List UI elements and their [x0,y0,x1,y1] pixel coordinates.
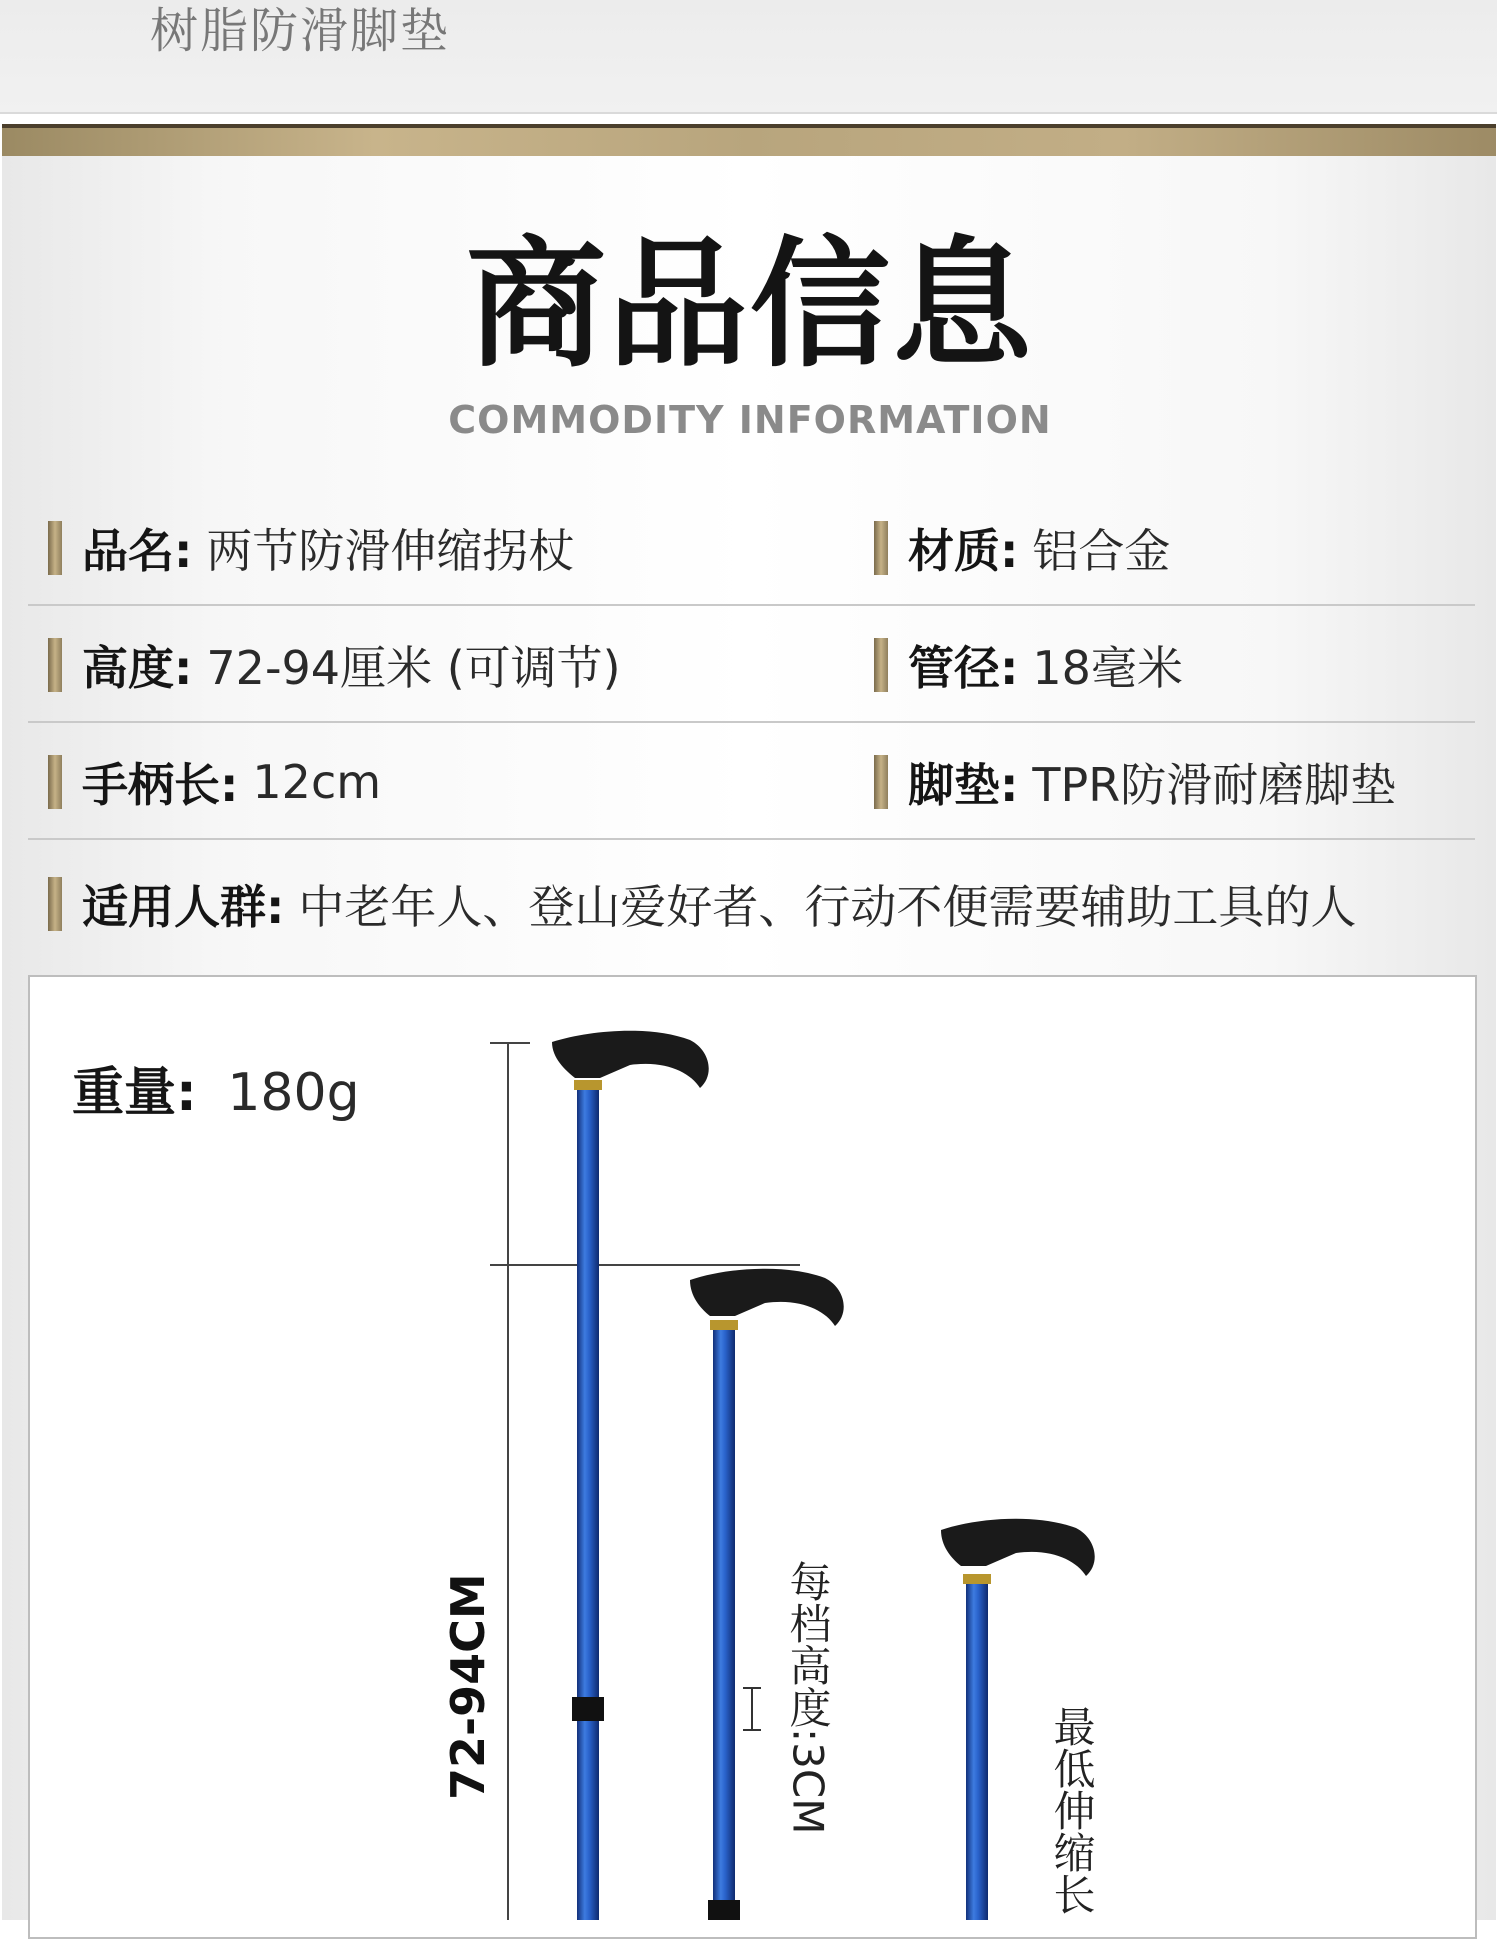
step-height-label: 每档高度:3CM [783,1560,833,1835]
height-range-label: 72-94CM [441,1573,495,1800]
spec-label: 手柄长: [82,758,239,812]
spec-value: TPR防滑耐磨脚垫 [1032,758,1397,812]
spec-label: 品名: [82,524,193,578]
cane-tall [552,1031,709,1920]
spec-value: 铝合金 [1032,524,1171,578]
spec-label: 适用人群: [82,880,285,934]
section-title: 商品信息 [465,224,1034,387]
height-measure-line [490,1043,800,1920]
spec-value: 两节防滑伸缩拐杖 [206,524,575,578]
spec-label: 管径: [908,641,1019,695]
previous-section-text: 树脂防滑脚垫 [150,3,451,59]
spec-value: 中老年人、登山爱好者、行动不便需要辅助工具的人 [298,880,1357,934]
spec-value: 72-94厘米 (可调节) [206,641,621,695]
spec-label: 脚垫: [908,758,1019,812]
weight-value: 180g [227,1063,360,1123]
min-length-label: 最低伸缩长 [1047,1705,1097,1915]
spec-label: 材质: [908,524,1019,578]
step-height-marker [743,1688,761,1730]
weight-label: 重量: [72,1063,197,1123]
spec-value: 12cm [252,755,382,809]
section-subtitle: COMMODITY INFORMATION [448,398,1052,442]
spec-value: 18毫米 [1032,641,1183,695]
spec-label: 高度: [82,641,193,695]
